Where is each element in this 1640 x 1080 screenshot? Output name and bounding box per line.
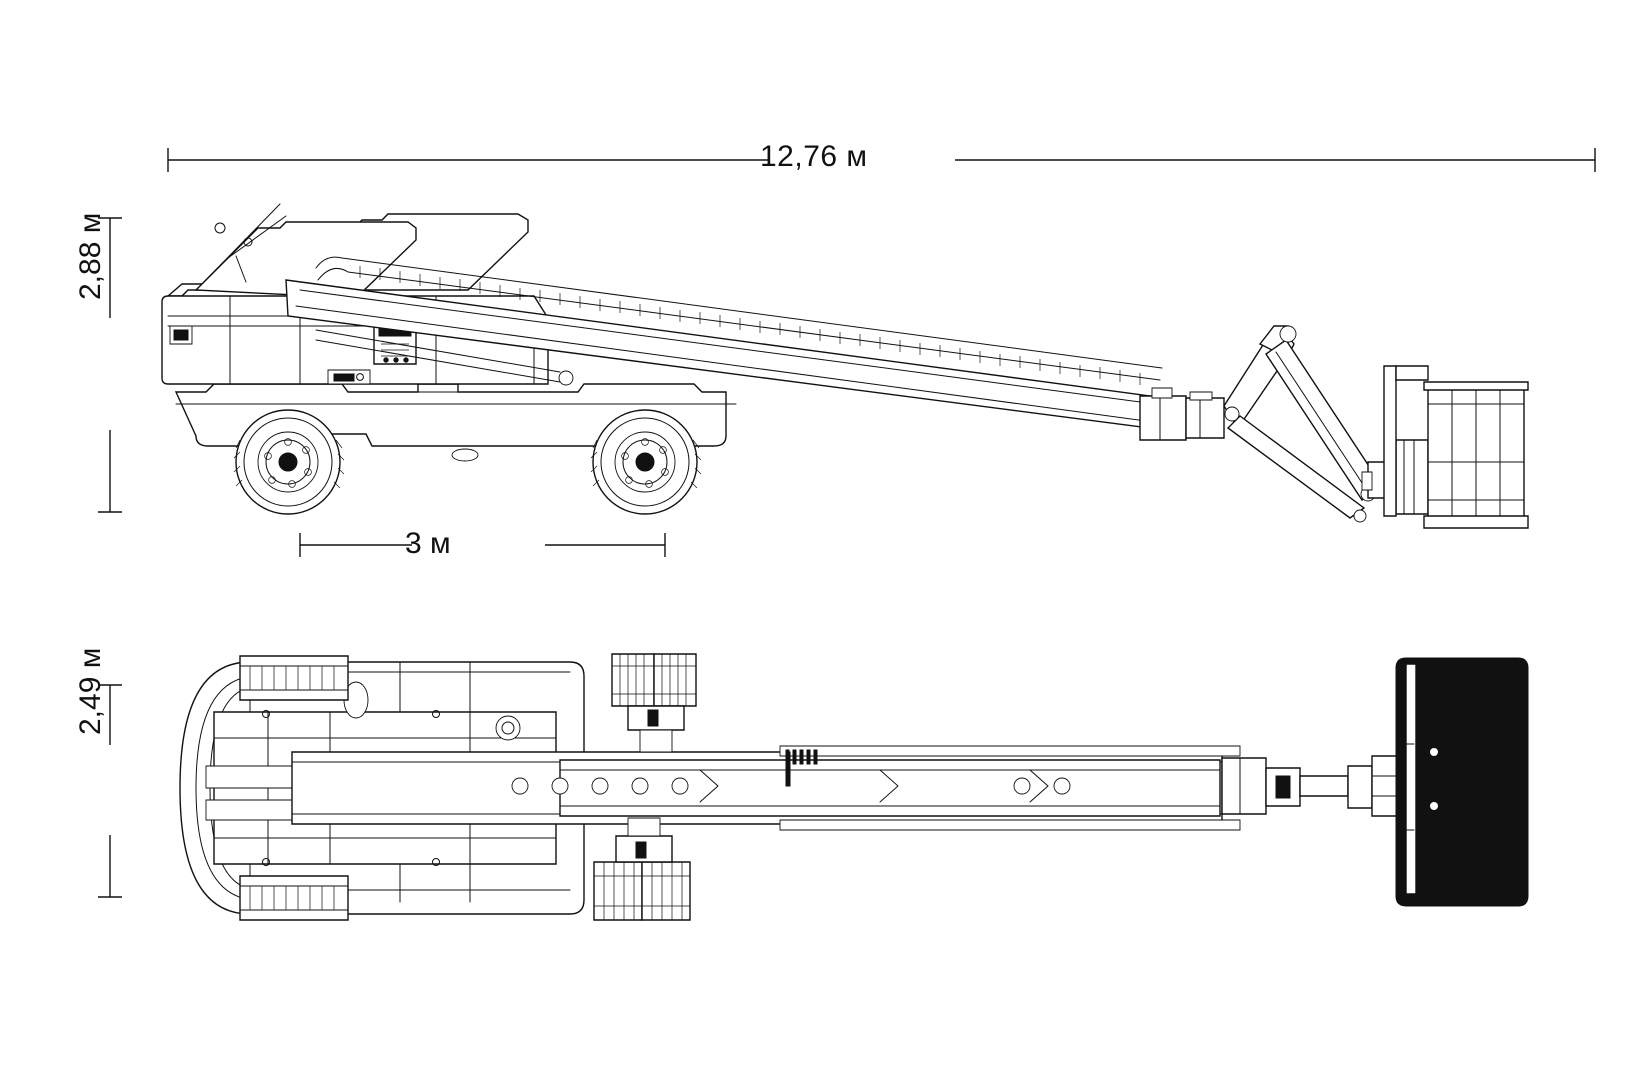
dimension-height-label: 2,88 м (74, 212, 107, 300)
dimension-width-label: 2,49 м (74, 647, 107, 735)
top-platform (1396, 658, 1528, 906)
side-view-machine (162, 204, 1528, 528)
top-boom (292, 746, 1406, 830)
dimension-length (168, 148, 1595, 172)
side-platform (1362, 366, 1528, 528)
dimension-wheelbase (300, 533, 665, 557)
dimension-length-label: 12,76 м (760, 140, 868, 173)
side-jib (1224, 326, 1382, 522)
dimension-wheelbase-label: 3 м (405, 527, 451, 560)
top-view-machine (180, 654, 1528, 920)
